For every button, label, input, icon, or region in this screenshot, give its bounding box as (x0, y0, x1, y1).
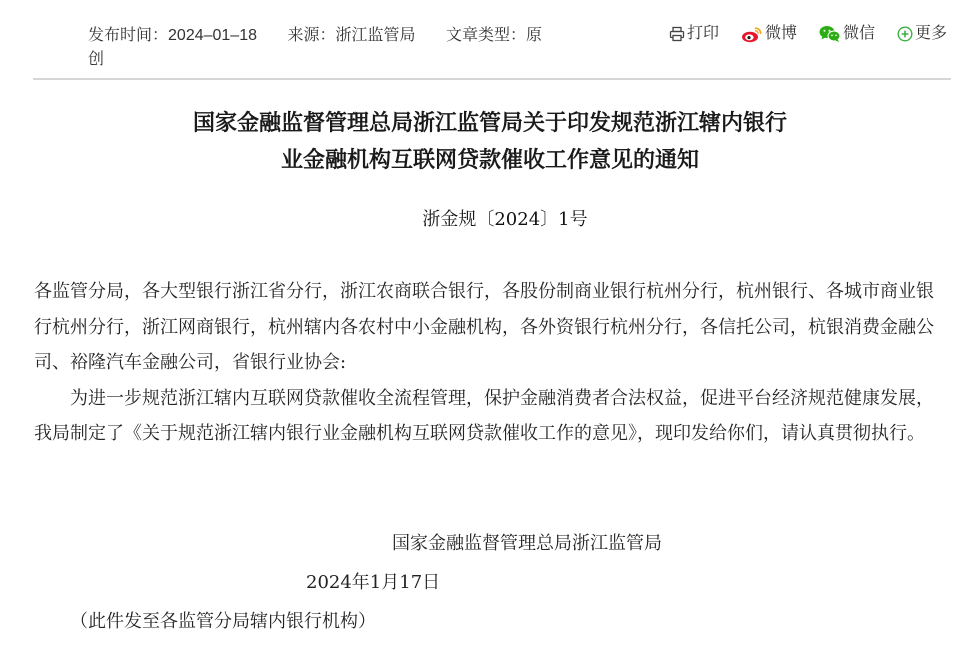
share-toolbar (669, 24, 947, 44)
article-title-line-2: 业金融机构互联网贷款催收工作意见的通知 (280, 147, 699, 172)
publish-time-value: 2024–01–18 (168, 27, 257, 44)
article-title (0, 104, 980, 178)
wechat-share-button[interactable] (819, 24, 875, 44)
wechat-label: 微信 (842, 25, 875, 42)
source-value: 浙江监管局 (335, 27, 416, 44)
printer-icon (669, 26, 685, 42)
source (287, 27, 415, 44)
weibo-label: 微博 (764, 25, 797, 42)
print-label: 打印 (686, 25, 719, 42)
weibo-share-button[interactable] (741, 24, 797, 44)
article-type-label: 文章类型： (445, 27, 526, 44)
issue-date: 2024年1月17日 (306, 572, 441, 593)
recipients-paragraph: 各监管分局，各大型银行浙江省分行，浙江农商联合银行，各股份制商业银行杭州分行，杭州银行、各城市商业银行杭州分行，浙江网商银行，杭州辖内各农村中小金融机构，各外资银行杭州分行，各信托公司，杭银消费金融公司、裕隆汽车金融公司，省银行业协会: (34, 281, 934, 373)
weibo-icon (741, 26, 763, 43)
publish-time (88, 27, 257, 44)
main-paragraph: 为进一步规范浙江辖内互联网贷款催收全流程管理，保护金融消费者合法权益，促进平台经济规范健康发展，我局制定了《关于规范浙江辖内银行业金融机构互联网贷款催收工作的意见》，现印发给你们，请认真贯彻执行。 (34, 387, 934, 444)
wechat-icon (819, 25, 841, 43)
article-meta-bar (33, 18, 951, 80)
article-meta (88, 24, 578, 72)
document-number: 浙金规〔2024〕1号 (422, 209, 588, 230)
distribution-note: （此件发至各监管分局辖内银行机构） (70, 611, 376, 632)
publish-time-label: 发布时间： (88, 27, 169, 44)
plus-circle-icon (897, 26, 913, 42)
article-body (34, 274, 948, 452)
article-type-value: 原创 (88, 27, 542, 68)
print-button[interactable] (669, 24, 719, 44)
more-label: 更多 (914, 25, 947, 42)
more-share-button[interactable] (897, 24, 947, 44)
source-label: 来源： (287, 27, 336, 44)
issuer-signature: 国家金融监督管理总局浙江监管局 (392, 533, 662, 554)
article-title-line-1: 国家金融监督管理总局浙江监管局关于印发规范浙江辖内银行 (192, 110, 787, 135)
